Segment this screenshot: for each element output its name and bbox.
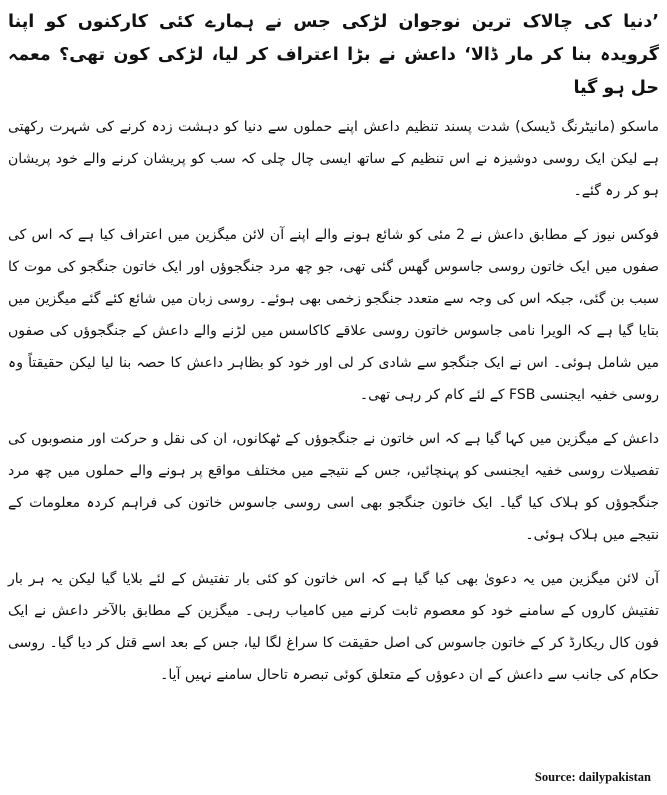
article-paragraph-2: فوکس نیوز کے مطابق داعش نے 2 مئی کو شائع ہونے والے اپنے آن لائن میگزین میں اعتراف کیا ہے کہ اس کی صفوں میں ایک خاتون روسی جاسوس گھس گئی تھی، جو چھ مرد جنگجوﺅں اور ایک خاتون جنگجو کی موت کا سبب بن گئی، جبکہ اس کی وجہ سے متعدد جنگجو زخمی بھی ہوئے۔ روسی زبان میں شائع کئے گئے میگزین میں بتایا گیا ہے کہ الویرا نامی جاسوس خاتون روسی علاقے کاکاسس میں لڑنے والے داعش کے جنگجوﺅں کی صفوں میں شامل ہوئی۔ اس نے ایک جنگجو سے شادی کر لی اور خود کو بظاہر داعش کا حصہ بنا لیا لیکن حقیقتاً وہ روسی خفیہ ایجنسی FSB کے لئے کام کر رہی تھی۔: [8, 227, 659, 403]
article-paragraph-3: داعش کے میگزین میں کہا گیا ہے کہ اس خاتون نے جنگجوﺅں کے ٹھکانوں، ان کی نقل و حرکت اور منصوبوں کی تفصیلات روسی خفیہ ایجنسی کو پہنچائیں، جس کے نتیجے میں مختلف مواقع پر ہونے والے حملوں میں چھ مرد جنگجوﺅں کو ہلاک کیا گیا۔ ایک خاتون جنگجو بھی اسی روسی جاسوس خاتون کی فراہم کردہ معلومات کے نتیجے میں ہلاک ہوئی۔: [8, 431, 659, 543]
article: [8, 6, 659, 703]
article-headline: ’دنیا کی چالاک ترین نوجوان لڑکی جس نے ہمارے کئی کارکنوں کو اپنا گرویدہ بنا کر مار ڈالا‘ داعش نے بڑا اعتراف کر لیا، لڑکی کون تھی؟ معمہ حل ہو گیا: [8, 12, 659, 98]
article-paragraph-1: ماسکو (مانیٹرنگ ڈیسک) شدت پسند تنظیم داعش اپنے حملوں سے دنیا کو دہشت زدہ کرنے کی شہرت رکھتی ہے لیکن ایک روسی دوشیزہ نے اس تنظیم کے ساتھ ایسی چال چلی کہ سب کو پریشان کرنے والے خود پریشان ہو کر رہ گئے۔: [8, 119, 659, 199]
article-paragraph-4: آن لائن میگزین میں یہ دعویٰ بھی کیا گیا ہے کہ اس خاتون کو کئی بار تفتیش کے لئے بلایا گیا لیکن یہ ہر بار تفتیش کاروں کے سامنے خود کو معصوم ثابت کرنے میں کامیاب رہی۔ میگزین کے مطابق بالآخر داعش نے ایک فون کال ریکارڈ کر کے خاتون جاسوس کی اصل حقیقت کا سراغ لگا لیا، جس کے بعد اسے قتل کر دیا گیا۔ روسی حکام کی جانب سے داعش کے ان دعوﺅں کے متعلق کوئی تبصرہ تاحال سامنے نہیں آیا۔: [8, 571, 659, 683]
source-credit: Source: dailypakistan: [534, 770, 651, 784]
